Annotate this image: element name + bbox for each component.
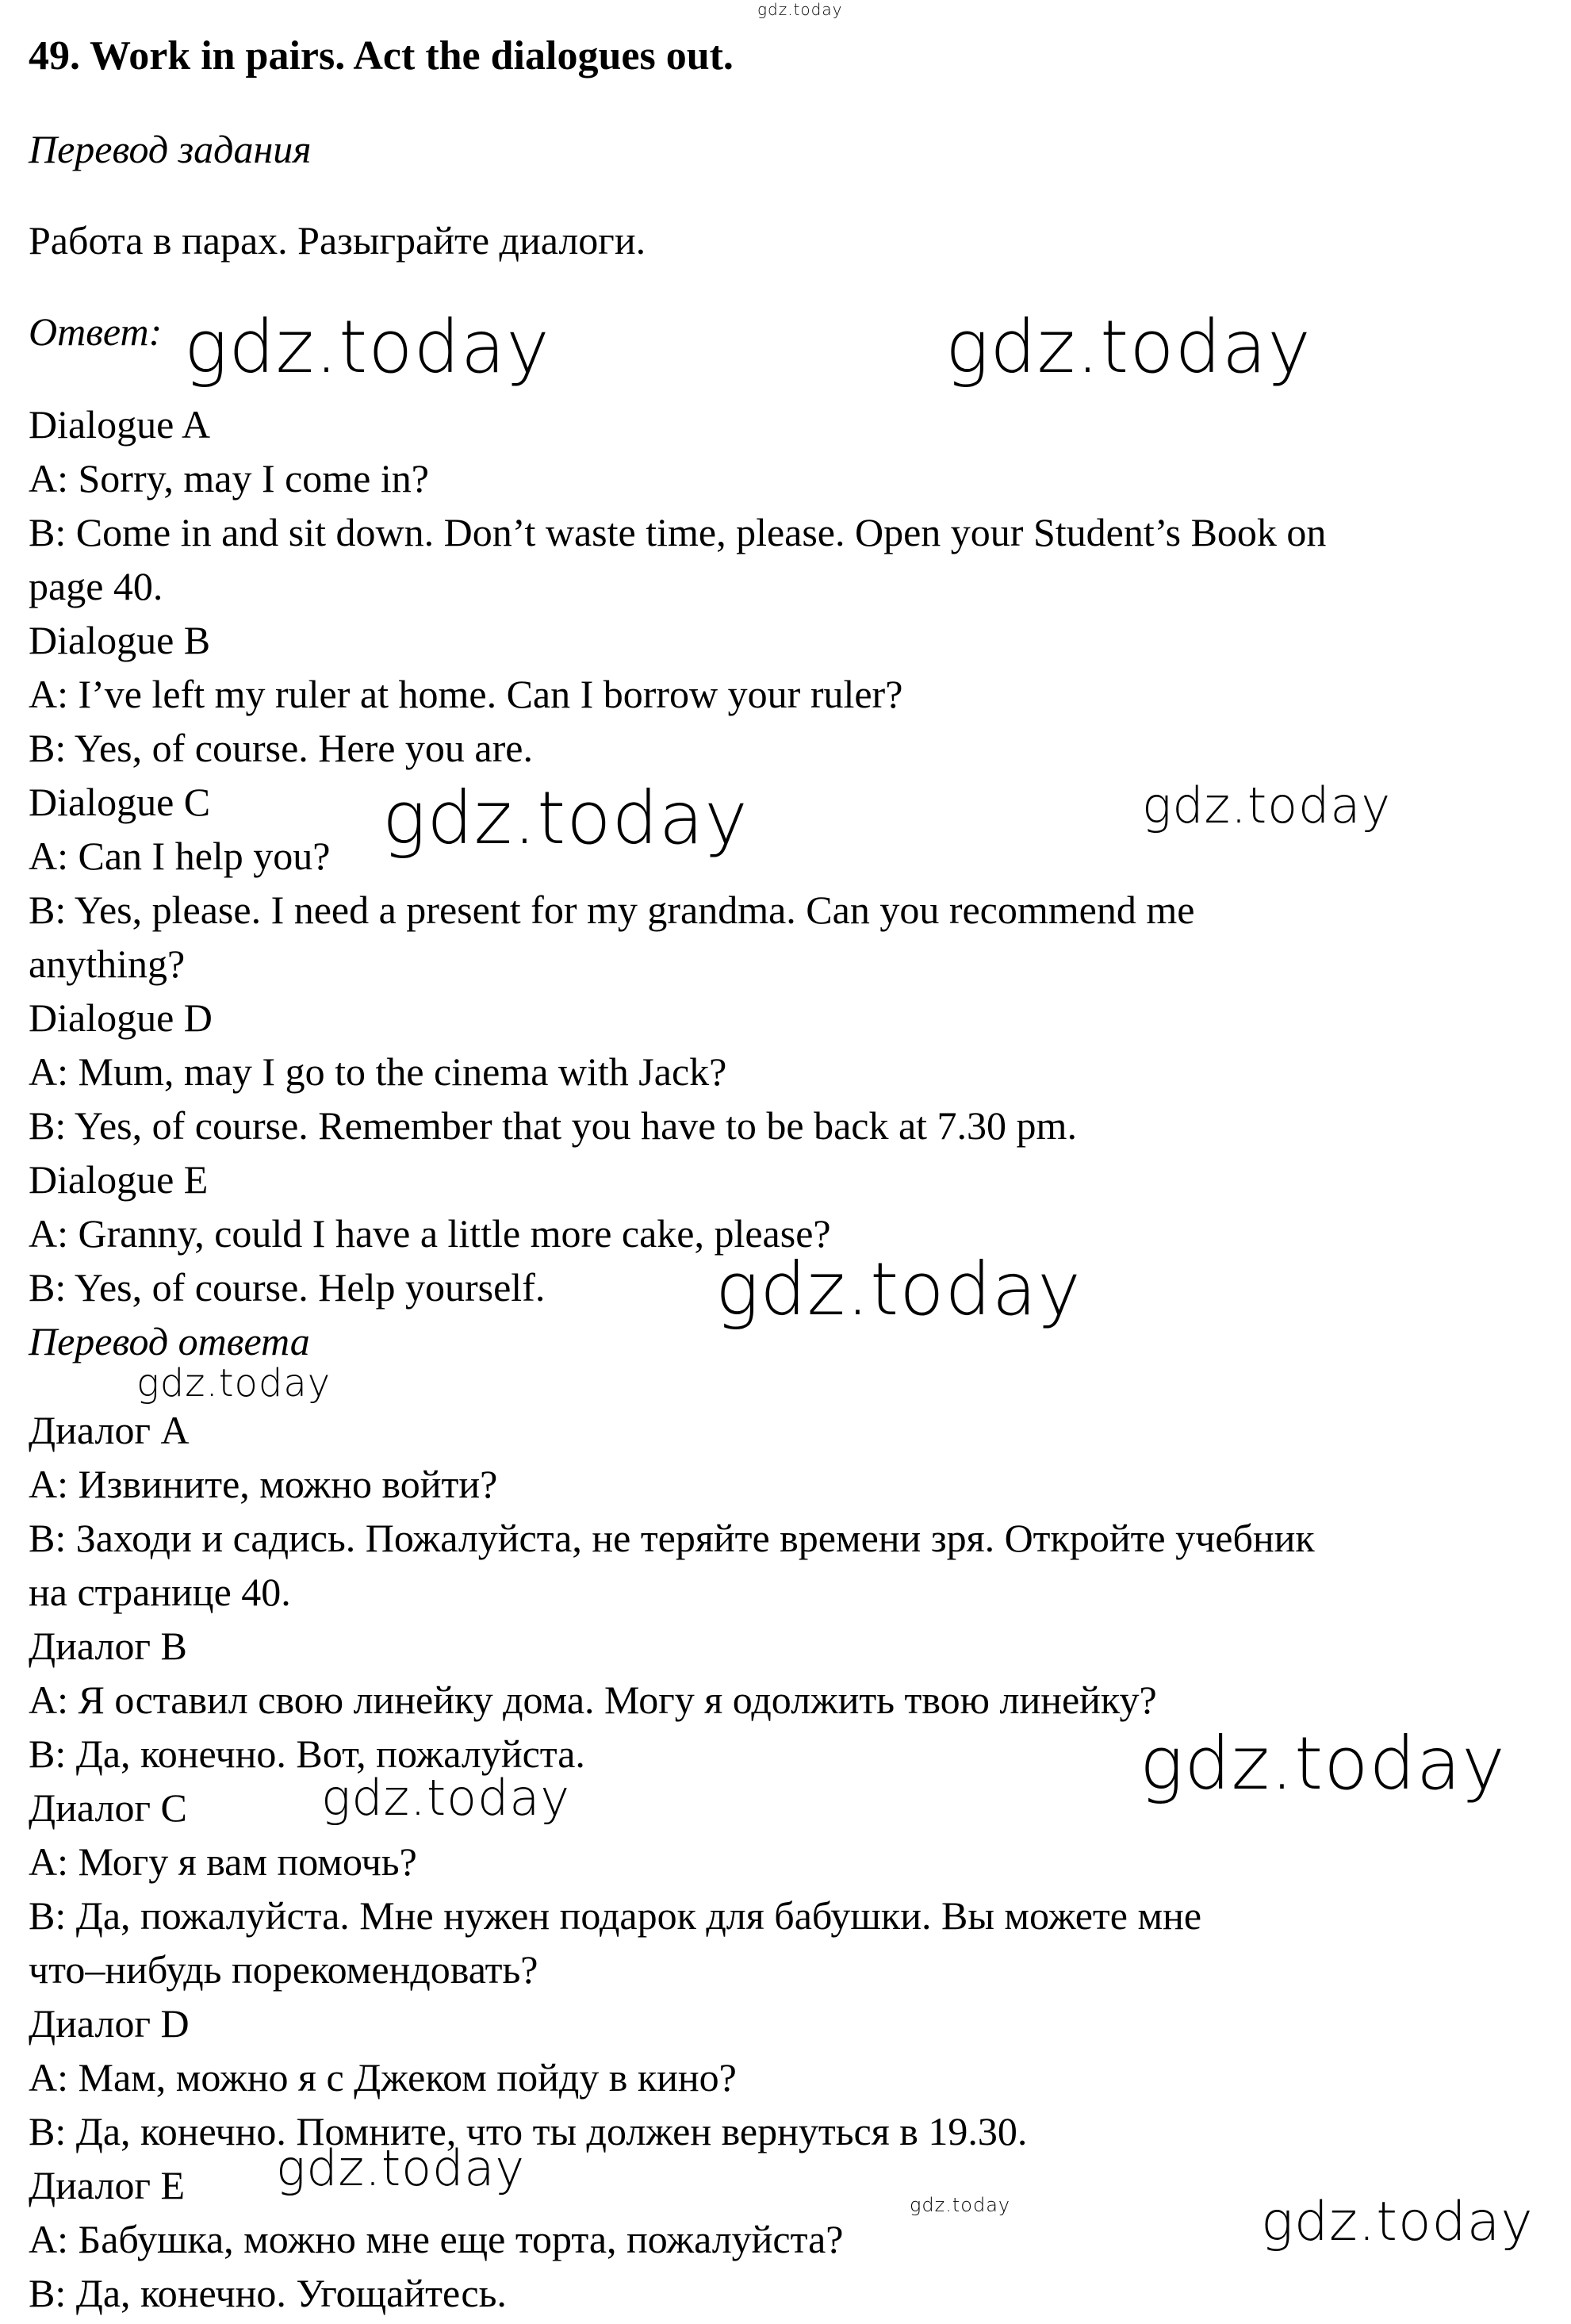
dialogue-line: page 40. xyxy=(29,564,163,608)
dialogue-title: Dialogue E xyxy=(29,1157,209,1202)
dialogue-title: Dialogue A xyxy=(29,402,211,447)
dialogue-title: Диалог E xyxy=(29,2163,185,2207)
dialogue-line: B: Да, конечно. Помните, что ты должен вернуться в 19.30. xyxy=(29,2109,1028,2153)
dialogue-line: A: Могу я вам помочь? xyxy=(29,1839,417,1884)
dialogue-line: B: Come in and sit down. Don’t waste time, please. Open your Student’s Book on xyxy=(29,510,1327,554)
dialogue-title: Диалог D xyxy=(29,2001,190,2046)
dialogue-line: A: Извините, можно войти? xyxy=(29,1462,498,1506)
watermark: gdz.today xyxy=(945,305,1312,389)
dialogue-title: Диалог B xyxy=(29,1624,187,1668)
dialogue-line: A: I’ve left my ruler at home. Can I borrow your ruler? xyxy=(29,672,903,716)
dialogue-title: Диалог A xyxy=(29,1408,190,1452)
task-heading: 49. Work in pairs. Act the dialogues out. xyxy=(29,33,734,79)
watermark: gdz.today xyxy=(1142,777,1392,834)
watermark: gdz.today xyxy=(757,0,843,19)
dialogue-line: B: Да, конечно. Угощайтесь. xyxy=(29,2271,507,2315)
dialogue-line: что–нибудь порекомендовать? xyxy=(29,1947,538,1992)
dialogue-line: anything? xyxy=(29,941,186,986)
dialogue-line: B: Да, пожалуйста. Мне нужен подарок для бабушки. Вы можете мне xyxy=(29,1893,1202,1938)
watermark: gdz.today xyxy=(1140,1721,1506,1806)
watermark: gdz.today xyxy=(910,2194,1011,2216)
watermark: gdz.today xyxy=(382,776,749,861)
dialogue-title: Диалог C xyxy=(29,1785,187,1830)
dialogue-line: A: Granny, could I have a little more cake, please? xyxy=(29,1211,831,1256)
watermark: gdz.today xyxy=(321,1769,571,1827)
dialogue-line: B: Заходи и садись. Пожалуйста, не теряйте времени зря. Откройте учебник xyxy=(29,1516,1315,1560)
dialogue-line: A: Я оставил свою линейку дома. Могу я одолжить твою линейку? xyxy=(29,1678,1157,1722)
dialogue-line: B: Yes, of course. Remember that you have to be back at 7.30 pm. xyxy=(29,1103,1077,1148)
dialogue-line: B: Yes, please. I need a present for my grandma. Can you recommend me xyxy=(29,888,1195,932)
dialogue-line: A: Sorry, may I come in? xyxy=(29,456,429,500)
dialogue-title: Dialogue B xyxy=(29,618,211,662)
dialogue-line: A: Бабушка, можно мне еще торта, пожалуйста? xyxy=(29,2217,844,2261)
watermark: gdz.today xyxy=(1261,2191,1534,2253)
dialogue-title: Dialogue D xyxy=(29,995,213,1040)
dialogue-line: A: Can I help you? xyxy=(29,834,331,878)
dialogue-line: на странице 40. xyxy=(29,1570,291,1614)
watermark: gdz.today xyxy=(184,305,550,389)
dialogue-line: A: Mum, may I go to the cinema with Jack? xyxy=(29,1049,727,1094)
dialogue-line: B: Yes, of course. Help yourself. xyxy=(29,1265,546,1310)
dialogue-line: B: Yes, of course. Here you are. xyxy=(29,726,533,770)
answer-translation-label: Перевод ответа xyxy=(29,1319,310,1363)
watermark: gdz.today xyxy=(276,2139,526,2197)
task-translation-text: Работа в парах. Разыграйте диалоги. xyxy=(29,218,646,263)
task-translation-label: Перевод задания xyxy=(29,127,312,171)
dialogue-title: Dialogue C xyxy=(29,780,211,824)
watermark: gdz.today xyxy=(136,1361,331,1406)
watermark: gdz.today xyxy=(715,1247,1082,1332)
answer-label: Ответ: xyxy=(29,309,163,354)
dialogue-line: B: Да, конечно. Вот, пожалуйста. xyxy=(29,1731,585,1776)
dialogue-line: A: Мам, можно я с Джеком пойду в кино? xyxy=(29,2055,737,2100)
